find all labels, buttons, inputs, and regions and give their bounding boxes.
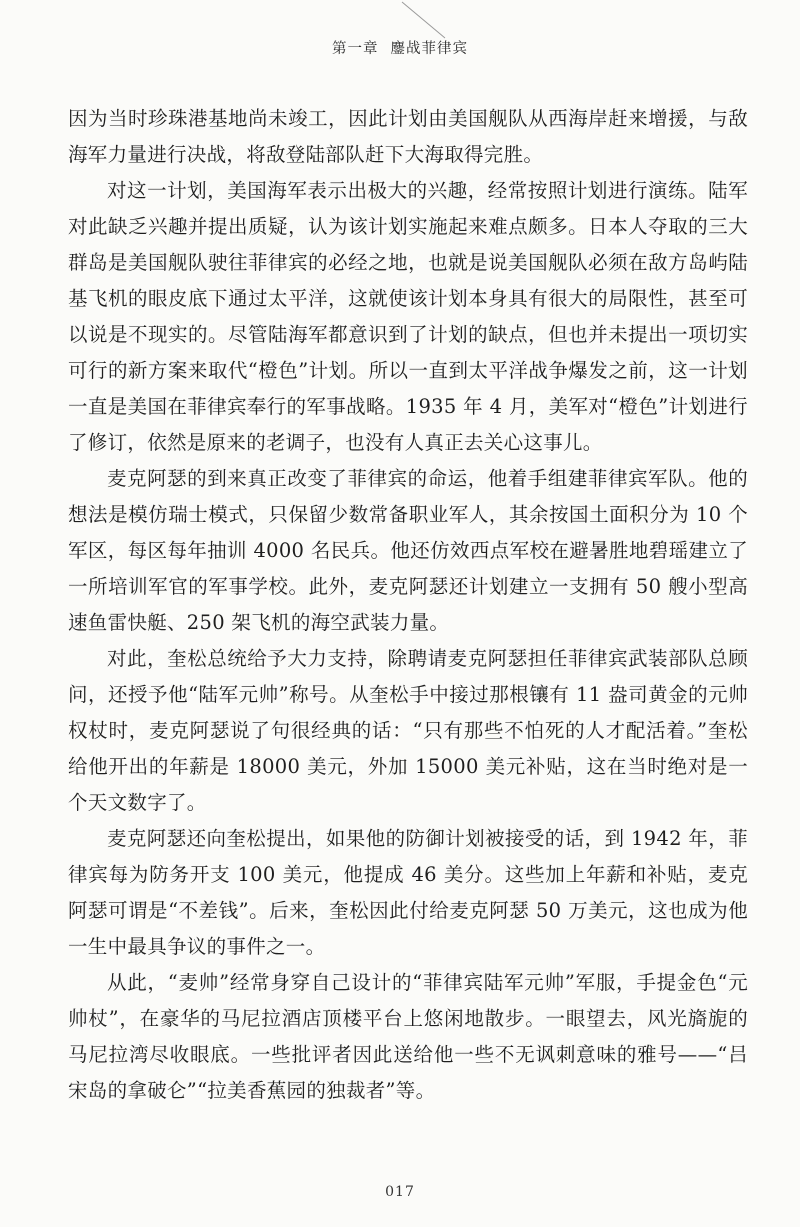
page-number: 017 <box>385 1184 415 1200</box>
chapter-title: 鏖战菲律宾 <box>390 41 468 57</box>
body-text <box>68 101 748 1109</box>
paragraph: 麦克阿瑟还向奎松提出，如果他的防御计划被接受的话，到 1942 年，菲律宾每为防务开支 100 美元，他提成 46 美分。这些加上年薪和补贴，麦克阿瑟可谓是“不差钱”。后来，奎松因此付给麦克阿瑟 50 万美元，这也成为他一生中最具争议的事件之一。 <box>68 827 748 958</box>
chapter-number: 第一章 <box>332 41 379 57</box>
running-head <box>0 37 800 58</box>
paragraph: 从此，“麦帅”经常身穿自己设计的“菲律宾陆军元帅”军服，手提金色“元帅杖”，在豪华的马尼拉酒店顶楼平台上悠闲地散步。一眼望去，风光旖旎的马尼拉湾尽收眼底。一些批评者因此送给他一些不无讽刺意味的雅号——“吕宋岛的拿破仑”“拉美香蕉园的独裁者”等。 <box>68 971 748 1102</box>
paragraph: 麦克阿瑟的到来真正改变了菲律宾的命运，他着手组建菲律宾军队。他的想法是模仿瑞士模式，只保留少数常备职业军人，其余按国土面积分为 10 个军区，每区每年抽训 4000 名民兵。他还仿效西点军校在避暑胜地碧瑶建立了一所培训军官的军事学校。此外，麦克阿瑟还计划建立一支拥有 50 艘小型高速鱼雷快艇、250 架飞机的海空武装力量。 <box>68 467 748 634</box>
footer-decoration <box>400 0 450 40</box>
paragraph: 对此，奎松总统给予大力支持，除聘请麦克阿瑟担任菲律宾武装部队总顾问，还授予他“陆军元帅”称号。从奎松手中接过那根镶有 11 盎司黄金的元帅权杖时，麦克阿瑟说了句很经典的话：“只有那些不怕死的人才配活着。”奎松给他开出的年薪是 18000 美元，外加 15000 美元补贴，这在当时绝对是一个天文数字了。 <box>68 647 748 814</box>
paragraph-continued: 因为当时珍珠港基地尚未竣工，因此计划由美国舰队从西海岸赶来增援，与敌海军力量进行决战，将敌登陆部队赶下大海取得完胜。 <box>68 107 748 166</box>
paragraph: 对这一计划，美国海军表示出极大的兴趣，经常按照计划进行演练。陆军对此缺乏兴趣并提出质疑，认为该计划实施起来难点颇多。日本人夺取的三大群岛是美国舰队驶往菲律宾的必经之地，也就是说美国舰队必须在敌方岛屿陆基飞机的眼皮底下通过太平洋，这就使该计划本身具有很大的局限性，甚至可以说是不现实的。尽管陆海军都意识到了计划的缺点，但也并未提出一项切实可行的新方案来取代“橙色”计划。所以一直到太平洋战争爆发之前，这一计划一直是美国在菲律宾奉行的军事战略。1935 年 4 月，美军对“橙色”计划进行了修订，依然是原来的老调子，也没有人真正去关心这事儿。 <box>68 179 748 454</box>
